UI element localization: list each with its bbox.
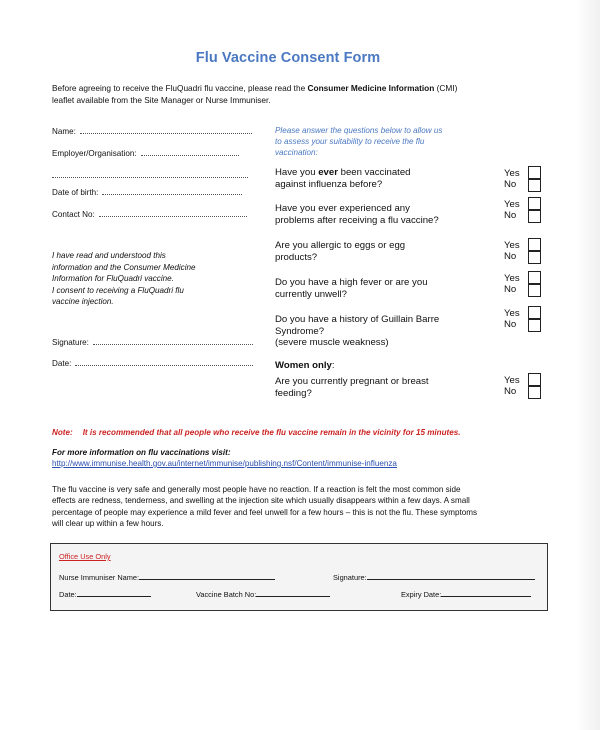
q6-yes-label: Yes: [504, 375, 520, 386]
q4-yes-label: Yes: [504, 273, 520, 284]
question-3: [275, 240, 490, 263]
consent-line1: I have read and understood this: [52, 251, 166, 260]
expiry-date-label: Expiry Date:: [401, 590, 442, 599]
signature-field[interactable]: [52, 336, 253, 347]
consent-line2: information and the Consumer Medicine: [52, 262, 196, 272]
q6-no-checkbox[interactable]: [528, 386, 541, 399]
signature-line[interactable]: [93, 336, 253, 345]
question-1: [275, 167, 490, 190]
q4-line1: Do you have a high fever or are you: [275, 277, 428, 288]
date-field[interactable]: [52, 357, 253, 368]
nurse-name-label: Nurse Immuniser Name:: [59, 573, 140, 582]
q2-no-checkbox[interactable]: [528, 210, 541, 223]
women-only-label: Women only: [275, 360, 332, 371]
info-link[interactable]: http://www.immunise.health.gov.au/internet/immunise/publishing.nsf/Content/immunise-influenza: [52, 459, 397, 468]
employer-line[interactable]: [141, 147, 239, 156]
note: [52, 428, 461, 437]
consent-statement: [52, 250, 242, 308]
note-label: Note:: [52, 428, 73, 437]
q1-line2: against influenza before?: [275, 178, 383, 190]
q4-no-checkbox[interactable]: [528, 284, 541, 297]
dob-field[interactable]: [52, 186, 242, 197]
contact-line[interactable]: [99, 208, 247, 217]
name-label: Name:: [52, 127, 76, 136]
q3-yes-label: Yes: [504, 240, 520, 251]
form-title: Flu Vaccine Consent Form: [195, 50, 381, 66]
office-use-title: Office Use Only: [59, 552, 111, 561]
batch-no-label: Vaccine Batch No:: [196, 590, 257, 599]
q3-yes-checkbox[interactable]: [528, 238, 541, 251]
employer-field[interactable]: [52, 147, 239, 158]
office-signature-field[interactable]: [333, 572, 535, 582]
q1-yes-label: Yes: [504, 168, 520, 179]
para-line1: The flu vaccine is very safe and generally most people have no reaction. If a reaction is felt the most common side: [52, 485, 461, 494]
q3-line2: products?: [275, 251, 318, 263]
para-line4: will clear up within a few hours.: [52, 518, 164, 528]
q1-yes-checkbox[interactable]: [528, 166, 541, 179]
q1-no-label: No: [504, 179, 517, 191]
q5-yes-checkbox[interactable]: [528, 306, 541, 319]
q1-no-checkbox[interactable]: [528, 179, 541, 192]
q4-line2: currently unwell?: [275, 288, 347, 300]
question-4: [275, 277, 490, 300]
q5-no-label: No: [504, 319, 517, 331]
nurse-name-field[interactable]: [59, 572, 275, 582]
q2-yes-label: Yes: [504, 199, 520, 210]
office-signature-line[interactable]: [367, 572, 535, 580]
q5-yes-label: Yes: [504, 308, 520, 319]
intro-line2: leaflet available from the Site Manager or Nurse Immuniser.: [52, 95, 271, 105]
para-line3: percentage of people may experience a mild fever and feel unwell for a few hours – this is not the flu. These symptoms: [52, 507, 478, 517]
q1-post: been vaccinated: [337, 167, 411, 178]
intro-part2: (CMI): [434, 83, 458, 93]
office-date-label: Date:: [59, 590, 77, 599]
question-6: [275, 376, 490, 399]
intro-part1: Before agreeing to receive the FluQuadri flu vaccine, please read the: [52, 83, 308, 93]
office-date-field[interactable]: [59, 589, 151, 599]
more-info: For more information on flu vaccinations visit:: [52, 448, 231, 457]
office-date-line[interactable]: [77, 589, 151, 597]
consent-line3: Information for FluQuadri vaccine.: [52, 274, 174, 283]
office-use-box: [50, 543, 548, 611]
q4-yes-checkbox[interactable]: [528, 271, 541, 284]
side-effects-paragraph: [52, 484, 552, 529]
employer-line-2[interactable]: [52, 169, 248, 178]
para-line2: effects are redness, tenderness, and swelling at the injection site which usually disappears within a few days. A small: [52, 496, 470, 506]
intro-bold: Consumer Medicine Information: [307, 83, 435, 93]
instructions-line3: vaccination:: [275, 148, 318, 157]
q3-no-label: No: [504, 251, 517, 263]
q2-no-label: No: [504, 210, 517, 222]
contact-label: Contact No:: [52, 210, 95, 219]
note-text: It is recommended that all people who receive the flu vaccine remain in the vicinity for 15 minutes.: [82, 428, 461, 437]
q6-yes-checkbox[interactable]: [528, 373, 541, 386]
dob-line[interactable]: [102, 186, 242, 195]
batch-no-field[interactable]: [196, 589, 330, 599]
women-only-colon: :: [331, 360, 335, 371]
q6-line2: feeding?: [275, 387, 312, 399]
nurse-name-line[interactable]: [139, 572, 275, 580]
instructions-line2: to assess your suitability to receive the flu: [275, 137, 425, 146]
q6-no-label: No: [504, 386, 517, 398]
q5-line3: (severe muscle weakness): [275, 337, 389, 349]
q3-no-checkbox[interactable]: [528, 251, 541, 264]
batch-no-line[interactable]: [256, 589, 330, 597]
consent-line4: I consent to receiving a FluQuadri flu: [52, 285, 184, 295]
dob-label: Date of birth:: [52, 188, 99, 197]
q5-line2: Syndrome?: [275, 325, 325, 337]
instructions: [275, 125, 485, 158]
q4-no-label: No: [504, 284, 517, 296]
q3-line1: Are you allergic to eggs or egg: [275, 240, 406, 251]
intro-text: [52, 82, 542, 106]
employer-label: Employer/Organisation:: [52, 149, 137, 158]
date-label: Date:: [52, 359, 72, 368]
employer-field-2[interactable]: [52, 169, 248, 180]
page-edge: [576, 0, 600, 730]
date-line[interactable]: [75, 357, 253, 366]
contact-field[interactable]: [52, 208, 247, 219]
question-5: [275, 314, 490, 349]
women-only-heading: [275, 360, 335, 371]
expiry-date-field[interactable]: [401, 589, 531, 599]
question-2: [275, 203, 490, 226]
q2-line1: Have you ever experienced any: [275, 203, 410, 214]
q1-bold: ever: [318, 167, 338, 178]
q6-line1: Are you currently pregnant or breast: [275, 376, 429, 387]
name-field[interactable]: [52, 125, 252, 136]
q1-pre: Have you: [275, 167, 319, 178]
name-line[interactable]: [80, 125, 252, 134]
expiry-date-line[interactable]: [441, 589, 531, 597]
signature-label: Signature:: [52, 338, 89, 347]
instructions-line1: Please answer the questions below to allow us: [275, 126, 443, 135]
office-signature-label: Signature:: [333, 573, 367, 582]
consent-line5: vaccine injection.: [52, 297, 114, 306]
q5-no-checkbox[interactable]: [528, 319, 541, 332]
q5-line1: Do you have a history of Guillain Barre: [275, 314, 440, 325]
q2-yes-checkbox[interactable]: [528, 197, 541, 210]
q2-line2: problems after receiving a flu vaccine?: [275, 214, 439, 226]
